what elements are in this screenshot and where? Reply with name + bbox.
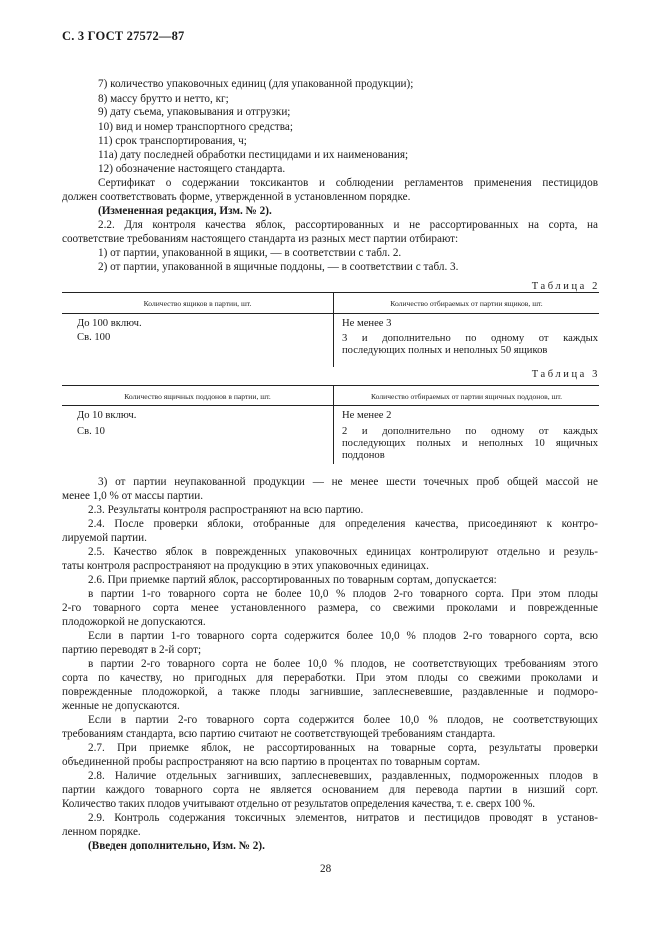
para-2-6b-line: партию переводят в 2-й сорт; — [62, 644, 202, 656]
para-2-4-line: 2.4. После проверки яблоки, отобранные для определения качества, присоединяют к контро- — [88, 518, 598, 530]
para-3-line: менее 1,0 % от массы партии. — [62, 490, 204, 502]
certificate-para-line: Сертификат о содержании токсикантов и соблюдении регламентов применения пестицидов — [98, 177, 598, 189]
table3-col2-header: Количество отбираемых от партии ящичных поддонов, шт. — [371, 392, 562, 401]
para-2-6c-line: поврежденные плодожоркой, а также плоды загнившие, заплесневевшие, раздавленные и подморо- — [62, 686, 598, 698]
document-header: С. 3 ГОСТ 27572—87 — [62, 29, 185, 43]
para-2-6b-line: Если в партии 1-го товарного сорта содержится более 10,0 % плодов 2-го товарного сорта, всю — [88, 630, 598, 642]
para-2-9-line: ленном порядке. — [62, 826, 141, 838]
para-2-7-line: 2.7. При приемке яблок, не рассортированных на товарные сорта, результаты проверки — [88, 742, 598, 754]
para-2-2-line: 2.2. Для контроля качества яблок, рассортированных и не рассортированных на сорта, на — [98, 219, 598, 231]
table3-row2-col1: Св. 10 — [77, 426, 105, 437]
table3-row2-col2-line: 2 и дополнительно по одному от каждых — [342, 426, 598, 437]
table3-header-rule — [62, 405, 599, 406]
para-2-6d-line: требованиям стандарта, всю партию считают не соответствующей требованиям стандарта. — [62, 728, 496, 740]
para-2-6c-line: в партии 2-го товарного сорта не более 10,0 % плодов, не соответствующих требованиям этого — [88, 658, 598, 670]
para-3-line: 3) от партии неупакованной продукции — не менее шести точечных проб общей массой не — [98, 476, 598, 488]
list-item: 11а) дату последней обработки пестицидами и их наименования; — [98, 149, 409, 161]
added-note: (Введен дополнительно, Изм. № 2). — [88, 840, 265, 852]
para-2-6a-line: 2-го товарного сорта менее установленного размера, со свежими проколами и поврежденные — [62, 602, 598, 614]
para-2-2-line: соответствие требованиям настоящего стандарта из разных мест партии отбирают: — [62, 233, 459, 245]
table2-row2-col1: Св. 100 — [77, 332, 111, 343]
para-2-6c-line: женные не допускаются. — [62, 700, 180, 712]
table3-col1-header: Количество ящичных поддонов в партии, шт. — [124, 392, 271, 401]
para-2-6: 2.6. При приемке партий яблок, рассортированных по товарным сортам, допускается: — [88, 574, 497, 586]
certificate-para-line: должен соответствовать форме, утвержденной в установленном порядке. — [62, 191, 411, 203]
para-2-3: 2.3. Результаты контроля распространяют на всю партию. — [88, 504, 364, 516]
table2-row1-col1: До 100 включ. — [77, 318, 142, 329]
para-2-6d-line: Если в партии 2-го товарного сорта содержится более 10,0 % плодов, не соответствующих — [88, 714, 598, 726]
table2-col2-header: Количество отбираемых от партии ящиков, шт. — [390, 299, 543, 308]
para-2-6c-line: сорта по качеству, но пригодных для переработки. При этом плоды со свежими проколами и — [62, 672, 598, 684]
table3-row2-col2-line: последующих полных и неполных 10 ящичных — [342, 438, 598, 449]
table2-row1-col2: Не менее 3 — [342, 318, 392, 329]
list-item: 8) массу брутто и нетто, кг; — [98, 93, 229, 105]
table2-top-rule — [62, 292, 599, 293]
para-2-8-line: Количество таких плодов учитывают отдельно от результатов определения качества, т. е. сверх 100 %. — [62, 798, 535, 810]
para-2-9-line: 2.9. Контроль содержания токсичных элементов, нитратов и пестицидов проводят в установ- — [88, 812, 598, 824]
para-2-5-line: 2.5. Качество яблок в поврежденных упаковочных единицах контролируют отдельно и резуль- — [88, 546, 598, 558]
para-2-5-line: таты контроля распространяют на продукцию в этих упаковочных единицах. — [62, 560, 429, 572]
para-2-6a-line: в партии 1-го товарного сорта не более 10,0 % плодов 2-го товарного сорта. При этом плоды — [88, 588, 598, 600]
table2-row2-col2-line: 3 и дополнительно по одному от каждых — [342, 333, 598, 344]
para-2-2-item: 2) от партии, упакованной в ящичные поддоны, — в соответствии с табл. 3. — [98, 261, 459, 273]
para-2-8-line: 2.8. Наличие отдельных загнивших, заплесневевших, раздавленных, подмороженных плодов в — [88, 770, 598, 782]
table2-header-rule — [62, 313, 599, 314]
para-2-8-line: партии каждого товарного сорта не является основанием для перевода партии в низший сорт. — [62, 784, 598, 796]
table3-caption: Таблица 3 — [531, 369, 600, 380]
table3-top-rule — [62, 385, 599, 386]
list-item: 10) вид и номер транспортного средства; — [98, 121, 293, 133]
para-2-7-line: объединенной пробы распространяют на всю партию в процентах по товарным сортам. — [62, 756, 481, 768]
para-2-6a-line: плодожоркой не допускаются. — [62, 616, 206, 628]
edition-note: (Измененная редакция, Изм. № 2). — [98, 205, 272, 217]
table2-col1-header: Количество ящиков в партии, шт. — [143, 299, 252, 308]
table3-row1-col2: Не менее 2 — [342, 410, 392, 421]
list-item: 12) обозначение настоящего стандарта. — [98, 163, 286, 175]
list-item: 7) количество упаковочных единиц (для упакованной продукции); — [98, 78, 414, 90]
table3-row2-col2-line: поддонов — [342, 450, 385, 461]
para-2-4-line: лируемой партии. — [62, 532, 147, 544]
table2-row2-col2-line: последующих полных и неполных 50 ящиков — [342, 345, 548, 356]
page-number: 28 — [320, 863, 332, 875]
table2-caption: Таблица 2 — [531, 281, 600, 292]
table3-row1-col1: До 10 включ. — [77, 410, 137, 421]
list-item: 9) дату съема, упаковывания и отгрузки; — [98, 106, 291, 118]
para-2-2-item: 1) от партии, упакованной в ящики, — в соответствии с табл. 2. — [98, 247, 402, 259]
list-item: 11) срок транспортирования, ч; — [98, 135, 247, 147]
